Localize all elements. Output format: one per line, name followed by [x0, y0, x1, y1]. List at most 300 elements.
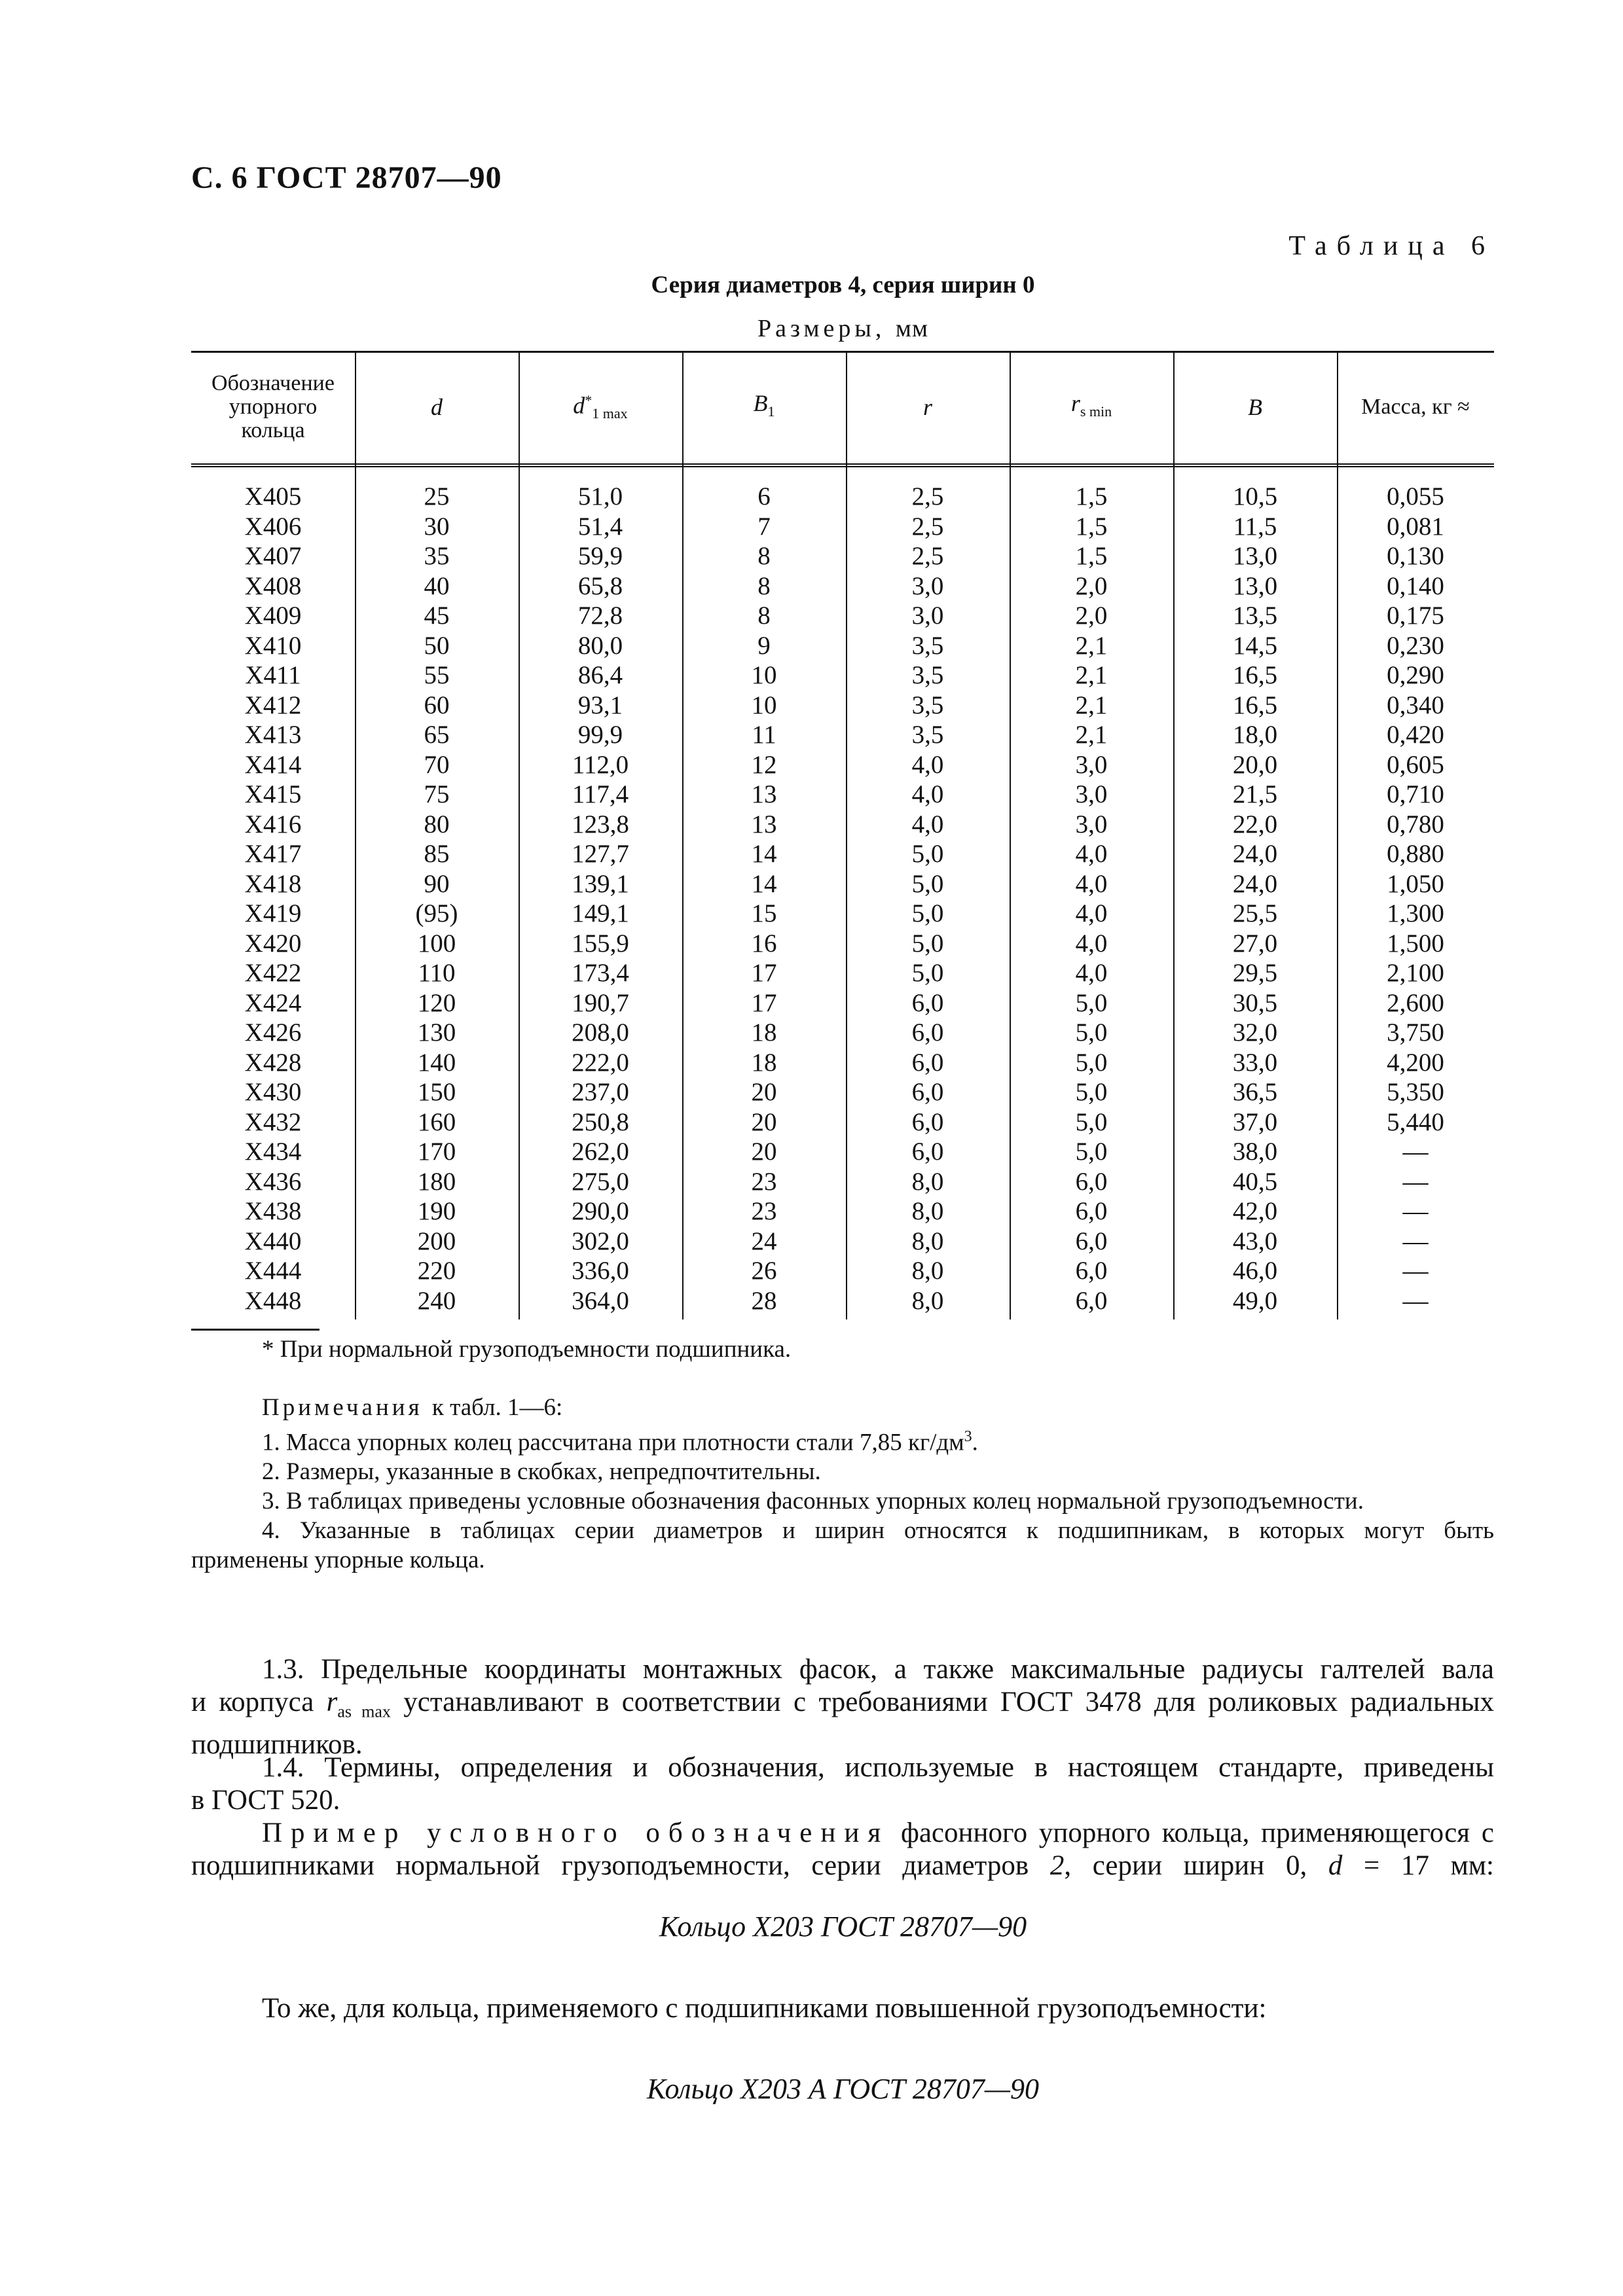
cell-mass: 0,230	[1387, 631, 1444, 660]
cell-b: 27,0	[1232, 929, 1278, 958]
cell-d: (95)	[415, 899, 458, 927]
footnote-rule	[191, 1329, 319, 1331]
cell-b1: 12	[751, 750, 777, 779]
cell-mass: 0,055	[1387, 482, 1444, 511]
cell-b1: 23	[751, 1197, 777, 1225]
cell-mass: —	[1402, 1257, 1429, 1285]
cell-r: 8,0	[911, 1286, 944, 1315]
cell-d1-max: 364,0	[572, 1286, 629, 1315]
cell-b: 16,5	[1232, 661, 1278, 689]
cell-d1-max: 290,0	[572, 1197, 629, 1225]
cell-r: 6,0	[911, 1018, 944, 1047]
cell-b: 21,5	[1232, 780, 1278, 808]
cell-b1: 7	[757, 512, 771, 541]
cell-d: 110	[418, 959, 456, 987]
cell-rs-min: 5,0	[1075, 1018, 1108, 1047]
cell-d1-max: 127,7	[572, 840, 629, 868]
header-text: Масса, кг ≈	[1361, 395, 1470, 419]
paragraph-1-3	[191, 1653, 1494, 1761]
cell-b1: 18	[751, 1018, 777, 1047]
paragraph-line: 1.3. Предельные координаты монтажных фасок, а также максимальные радиусы галтелей вала	[262, 1654, 1494, 1685]
cell-designation: Х434	[244, 1138, 302, 1166]
cell-mass: 5,350	[1387, 1078, 1444, 1106]
cell-designation: Х430	[244, 1078, 302, 1106]
cell-mass: —	[1402, 1138, 1429, 1166]
cell-mass: 3,750	[1387, 1018, 1444, 1047]
text-run: устанавливают в соответствии с требованиями ГОСТ 3478 для роликовых радиальных	[390, 1687, 1494, 1717]
cell-designation: Х409	[244, 601, 302, 630]
cell-b: 43,0	[1232, 1227, 1278, 1255]
table-row	[191, 571, 1494, 601]
cell-b1: 8	[757, 571, 771, 600]
cell-b1: 14	[751, 840, 777, 868]
notes-title	[191, 1393, 1494, 1422]
note-3: 3. В таблицах приведены условные обозначения фасонных упорных колец нормальной грузоподъемности.	[262, 1488, 1364, 1515]
cell-b: 13,5	[1232, 601, 1278, 630]
cell-designation: Х420	[244, 929, 302, 958]
col-header-mass	[1337, 351, 1494, 463]
cell-rs-min: 2,0	[1075, 571, 1108, 600]
cell-d: 150	[417, 1078, 456, 1106]
cell-d1-max: 86,4	[577, 661, 623, 689]
cell-b: 24,0	[1232, 869, 1278, 898]
symbol: B	[753, 389, 768, 416]
cell-d: 240	[417, 1286, 456, 1315]
cell-d1-max: 99,9	[577, 721, 623, 749]
cell-d: 85	[424, 840, 450, 868]
table-row	[191, 988, 1494, 1018]
cell-r: 4,0	[911, 750, 944, 779]
cell-rs-min: 6,0	[1075, 1167, 1108, 1196]
cell-d1-max: 117,4	[572, 780, 629, 808]
symbol: d	[573, 392, 585, 419]
cell-designation: Х440	[244, 1227, 302, 1255]
cell-d1-max: 336,0	[572, 1257, 629, 1285]
cell-b: 46,0	[1232, 1257, 1278, 1285]
cell-mass: 0,710	[1387, 780, 1444, 808]
cell-mass: 2,600	[1387, 988, 1444, 1017]
cell-b1: 16	[751, 929, 777, 958]
cell-d1-max: 275,0	[572, 1167, 629, 1196]
subscript: as max	[337, 1702, 391, 1721]
cell-mass: 0,290	[1387, 661, 1444, 689]
note-4-line-2: применены упорные кольца.	[191, 1547, 485, 1574]
cell-b: 14,5	[1232, 631, 1278, 660]
cell-b1: 28	[751, 1286, 777, 1315]
table-row	[191, 691, 1494, 721]
note-2: 2. Размеры, указанные в скобках, непредпочтительны.	[262, 1458, 821, 1486]
cell-rs-min: 6,0	[1075, 1257, 1108, 1285]
cell-r: 5,0	[911, 899, 944, 927]
cell-designation: Х424	[244, 988, 302, 1017]
cell-designation: Х412	[244, 691, 302, 719]
cell-rs-min: 4,0	[1075, 959, 1108, 987]
cell-rs-min: 4,0	[1075, 869, 1108, 898]
text-run: , серии ширин 0,	[1064, 1850, 1328, 1881]
cell-mass: 0,130	[1387, 542, 1444, 570]
cell-d1-max: 208,0	[572, 1018, 629, 1047]
cell-rs-min: 4,0	[1075, 840, 1108, 868]
cell-mass: 0,140	[1387, 571, 1444, 600]
table-row	[191, 1256, 1494, 1286]
cell-r: 6,0	[911, 988, 944, 1017]
cell-d: 50	[424, 631, 450, 660]
cell-d1-max: 51,4	[577, 512, 623, 541]
cell-rs-min: 2,1	[1075, 661, 1108, 689]
cell-b: 30,5	[1232, 988, 1278, 1017]
cell-rs-min: 2,1	[1075, 691, 1108, 719]
cell-d1-max: 302,0	[572, 1227, 629, 1255]
cell-b1: 15	[751, 899, 777, 927]
symbol: B	[1248, 394, 1262, 420]
cell-b1: 17	[751, 959, 777, 987]
cell-b1: 24	[751, 1227, 777, 1255]
table-row	[191, 1137, 1494, 1167]
cell-r: 2,5	[911, 512, 944, 541]
cell-designation: Х408	[244, 571, 302, 600]
cell-d: 170	[417, 1138, 456, 1166]
page-header: С. 6 ГОСТ 28707—90	[191, 160, 502, 195]
cell-mass: 2,100	[1387, 959, 1444, 987]
paragraph-line: 1.4. Термины, определения и обозначения, используемые в настоящем стандарте, приведены	[262, 1752, 1494, 1783]
cell-r: 6,0	[911, 1138, 944, 1166]
cell-d1-max: 149,1	[572, 899, 629, 927]
cell-d: 70	[424, 750, 450, 779]
cell-rs-min: 1,5	[1075, 482, 1108, 511]
cell-b1: 9	[757, 631, 771, 660]
cell-d: 180	[417, 1167, 456, 1196]
cell-b1: 6	[757, 482, 771, 511]
cell-rs-min: 6,0	[1075, 1227, 1108, 1255]
table-row	[191, 780, 1494, 810]
cell-rs-min: 6,0	[1075, 1286, 1108, 1315]
cell-d: 100	[417, 929, 456, 958]
cell-d1-max: 80,0	[577, 631, 623, 660]
col-header-d	[355, 351, 519, 463]
cell-designation: Х406	[244, 512, 302, 541]
notes-section	[191, 1393, 1494, 1575]
cell-d: 80	[424, 810, 450, 838]
cell-d: 120	[417, 988, 456, 1017]
cell-rs-min: 3,0	[1075, 810, 1108, 838]
example-designation-2: Кольцо Х203 А ГОСТ 28707—90	[646, 2073, 1040, 2105]
cell-mass: 1,050	[1387, 869, 1444, 898]
cell-designation: Х436	[244, 1167, 302, 1196]
cell-d1-max: 112,0	[572, 750, 629, 779]
cell-r: 6,0	[911, 1078, 944, 1106]
header-line: упорного	[228, 395, 318, 419]
cell-r: 5,0	[911, 959, 944, 987]
paragraph-line: подшипников.	[191, 1729, 363, 1760]
col-header-designation	[191, 351, 355, 463]
dimensions-table	[191, 351, 1494, 1319]
cell-designation: Х422	[244, 959, 302, 987]
table-row	[191, 720, 1494, 750]
cell-d1-max: 237,0	[572, 1078, 629, 1106]
cell-b: 11,5	[1233, 512, 1277, 541]
note-4-line-1: 4. Указанные в таблицах серии диаметров и ширин относятся к подшипникам, в которых могут быть	[262, 1517, 1494, 1545]
cell-mass: 0,880	[1387, 840, 1444, 868]
cell-mass: 0,175	[1387, 601, 1444, 630]
cell-rs-min: 3,0	[1075, 780, 1108, 808]
cell-b: 32,0	[1232, 1018, 1278, 1047]
subscript: 1	[767, 403, 775, 420]
cell-rs-min: 5,0	[1075, 1138, 1108, 1166]
cell-designation: Х414	[244, 750, 302, 779]
cell-rs-min: 4,0	[1075, 899, 1108, 927]
cell-d: 40	[424, 571, 450, 600]
table-row	[191, 1077, 1494, 1107]
col-header-r	[846, 351, 1010, 463]
table-row	[191, 1227, 1494, 1257]
cell-r: 2,5	[911, 542, 944, 570]
cell-b: 13,0	[1232, 571, 1278, 600]
cell-b: 13,0	[1232, 542, 1278, 570]
cell-mass: —	[1402, 1167, 1429, 1196]
cell-r: 3,5	[911, 691, 944, 719]
cell-r: 3,0	[911, 571, 944, 600]
cell-rs-min: 5,0	[1075, 1048, 1108, 1077]
cell-d1-max: 59,9	[577, 542, 623, 570]
cell-d1-max: 51,0	[577, 482, 623, 511]
cell-designation: Х432	[244, 1107, 302, 1136]
table-row	[191, 1018, 1494, 1048]
table-row	[191, 631, 1494, 661]
cell-d: 35	[424, 542, 450, 570]
cell-b: 42,0	[1232, 1197, 1278, 1225]
cell-b: 49,0	[1232, 1286, 1278, 1315]
spaced-term: Пример условного обозначения	[262, 1818, 890, 1848]
note-1-text: 1. Масса упорных колец рассчитана при плотности стали 7,85 кг/дм	[262, 1429, 964, 1456]
cell-b: 36,5	[1232, 1078, 1278, 1106]
table-row	[191, 1048, 1494, 1078]
text-run: подшипниками нормальной грузоподъемности, серии диаметров	[191, 1850, 1050, 1881]
cell-r: 8,0	[911, 1197, 944, 1225]
cell-mass: 0,340	[1387, 691, 1444, 719]
cell-designation: Х417	[244, 840, 302, 868]
cell-mass: 1,300	[1387, 899, 1444, 927]
dims-unit: мм	[895, 315, 928, 342]
table-row	[191, 869, 1494, 899]
cell-d1-max: 65,8	[577, 571, 623, 600]
symbol: r	[326, 1687, 338, 1717]
cell-b: 29,5	[1232, 959, 1278, 987]
paragraph-line	[191, 1817, 1494, 1850]
cell-b: 16,5	[1232, 691, 1278, 719]
cell-d: 60	[424, 691, 450, 719]
cell-b: 20,0	[1232, 750, 1278, 779]
note-1	[191, 1422, 1494, 1457]
paragraph-line	[191, 1850, 1494, 1882]
cell-mass: 1,500	[1387, 929, 1444, 958]
cell-rs-min: 1,5	[1075, 542, 1108, 570]
notes-title-spaced: Примечания	[262, 1394, 423, 1421]
cell-r: 3,5	[911, 661, 944, 689]
example-designation-1: Кольцо Х203 ГОСТ 28707—90	[659, 1910, 1027, 1943]
header-line: Обозначение	[211, 371, 335, 395]
cell-designation: Х419	[244, 899, 302, 927]
cell-d: 55	[424, 661, 450, 689]
cell-d: 45	[424, 601, 450, 630]
table-row	[191, 660, 1494, 691]
cell-b: 10,5	[1232, 482, 1278, 511]
cell-rs-min: 5,0	[1075, 988, 1108, 1017]
cell-d1-max: 173,4	[572, 959, 629, 987]
table-row	[191, 541, 1494, 571]
col-header-b	[1173, 351, 1337, 463]
cell-designation: Х410	[244, 631, 302, 660]
cell-b1: 13	[751, 810, 777, 838]
cell-b1: 20	[751, 1107, 777, 1136]
notes-title-rest: к табл. 1—6:	[431, 1394, 563, 1421]
cell-mass: —	[1402, 1197, 1429, 1225]
table-body	[191, 482, 1494, 1316]
cell-r: 4,0	[911, 810, 944, 838]
cell-d: 65	[424, 721, 450, 749]
cell-rs-min: 4,0	[1075, 929, 1108, 958]
cell-d: 75	[424, 780, 450, 808]
cell-r: 6,0	[911, 1048, 944, 1077]
cell-b1: 8	[757, 542, 771, 570]
cell-r: 3,5	[911, 631, 944, 660]
cell-mass: 0,081	[1387, 512, 1444, 541]
cell-rs-min: 5,0	[1075, 1107, 1108, 1136]
cell-b1: 17	[751, 988, 777, 1017]
cell-b: 38,0	[1232, 1138, 1278, 1166]
cell-d1-max: 262,0	[572, 1138, 629, 1166]
cell-b1: 10	[751, 691, 777, 719]
cell-r: 3,5	[911, 721, 944, 749]
cell-d: 25	[424, 482, 450, 511]
symbol: r	[1070, 389, 1080, 416]
table-label: Таблица 6	[1288, 231, 1495, 261]
table-row	[191, 929, 1494, 959]
cell-d: 220	[417, 1257, 456, 1285]
note-1-sup: 3	[964, 1428, 972, 1445]
col-header-rs-min	[1010, 351, 1173, 463]
italic-number: 2	[1049, 1850, 1065, 1881]
table-row	[191, 899, 1494, 929]
cell-designation: Х411	[245, 661, 301, 689]
cell-r: 4,0	[911, 780, 944, 808]
cell-r: 6,0	[911, 1107, 944, 1136]
text-run: и корпуса	[191, 1687, 327, 1717]
cell-rs-min: 5,0	[1075, 1078, 1108, 1106]
cell-d1-max: 155,9	[572, 929, 629, 958]
table-row	[191, 810, 1494, 840]
cell-designation: Х413	[244, 721, 302, 749]
cell-r: 5,0	[911, 840, 944, 868]
dimensions-note	[0, 314, 1623, 343]
cell-r: 5,0	[911, 929, 944, 958]
cell-d1-max: 222,0	[572, 1048, 629, 1077]
paragraph-line: в ГОСТ 520.	[191, 1785, 340, 1816]
cell-r: 5,0	[911, 869, 944, 898]
table-row	[191, 958, 1494, 988]
cell-mass: 0,605	[1387, 750, 1444, 779]
paragraph-1-4	[191, 1751, 1494, 1817]
cell-mass: 0,780	[1387, 810, 1444, 838]
cell-designation: Х407	[244, 542, 302, 570]
footnote: * При нормальной грузоподъемности подшипника.	[262, 1336, 792, 1363]
subscript: 1 max	[592, 405, 628, 422]
table-row	[191, 601, 1494, 631]
note-1-end: .	[972, 1429, 978, 1456]
text-run: фасонного упорного кольца, применяющегося с	[889, 1818, 1494, 1848]
cell-d1-max: 72,8	[577, 601, 623, 630]
cell-d1-max: 250,8	[572, 1107, 629, 1136]
cell-r: 2,5	[911, 482, 944, 511]
cell-b: 40,5	[1232, 1167, 1278, 1196]
cell-designation: Х418	[244, 869, 302, 898]
cell-rs-min: 1,5	[1075, 512, 1108, 541]
col-header-d1	[519, 351, 682, 463]
cell-d: 140	[417, 1048, 456, 1077]
superscript: *	[585, 391, 593, 408]
cell-b1: 11	[752, 721, 776, 749]
cell-d1-max: 123,8	[572, 810, 629, 838]
col-header-b1	[682, 351, 846, 463]
cell-designation: Х428	[244, 1048, 302, 1077]
subscript: s min	[1080, 403, 1112, 420]
cell-rs-min: 3,0	[1075, 750, 1108, 779]
cell-b: 33,0	[1232, 1048, 1278, 1077]
cell-d: 200	[417, 1227, 456, 1255]
cell-r: 8,0	[911, 1227, 944, 1255]
table-row	[191, 1286, 1494, 1316]
table-row	[191, 1107, 1494, 1138]
cell-d: 130	[417, 1018, 456, 1047]
cell-d1-max: 93,1	[577, 691, 623, 719]
table-row	[191, 1196, 1494, 1227]
cell-designation: Х416	[244, 810, 302, 838]
symbol: r	[922, 394, 932, 420]
cell-mass: 5,440	[1387, 1107, 1444, 1136]
table-row	[191, 1167, 1494, 1197]
cell-mass: 0,420	[1387, 721, 1444, 749]
cell-mass: 4,200	[1387, 1048, 1444, 1077]
symbol: d	[431, 394, 443, 420]
cell-mass: —	[1402, 1227, 1429, 1255]
cell-b: 24,0	[1232, 840, 1278, 868]
cell-d: 90	[424, 869, 450, 898]
cell-b1: 26	[751, 1257, 777, 1285]
cell-b1: 8	[757, 601, 771, 630]
cell-b1: 18	[751, 1048, 777, 1077]
cell-designation: Х438	[244, 1197, 302, 1225]
cell-rs-min: 2,1	[1075, 721, 1108, 749]
cell-r: 8,0	[911, 1257, 944, 1285]
cell-rs-min: 6,0	[1075, 1197, 1108, 1225]
cell-d: 30	[424, 512, 450, 541]
table-row	[191, 482, 1494, 512]
paragraph-line	[191, 1686, 1494, 1729]
dims-word: Размеры,	[757, 315, 886, 342]
cell-designation: Х426	[244, 1018, 302, 1047]
cell-designation: Х448	[244, 1286, 302, 1315]
cell-b1: 10	[751, 661, 777, 689]
header-line: кольца	[241, 418, 305, 442]
cell-b: 25,5	[1232, 899, 1278, 927]
paragraph-line: То же, для кольца, применяемого с подшипниками повышенной грузоподъемности:	[262, 1993, 1267, 2024]
cell-d1-max: 139,1	[572, 869, 629, 898]
same-for-increased-capacity	[191, 1992, 1494, 2025]
cell-rs-min: 2,0	[1075, 601, 1108, 630]
cell-r: 8,0	[911, 1167, 944, 1196]
cell-d: 190	[417, 1197, 456, 1225]
cell-r: 3,0	[911, 601, 944, 630]
cell-b1: 20	[751, 1138, 777, 1166]
